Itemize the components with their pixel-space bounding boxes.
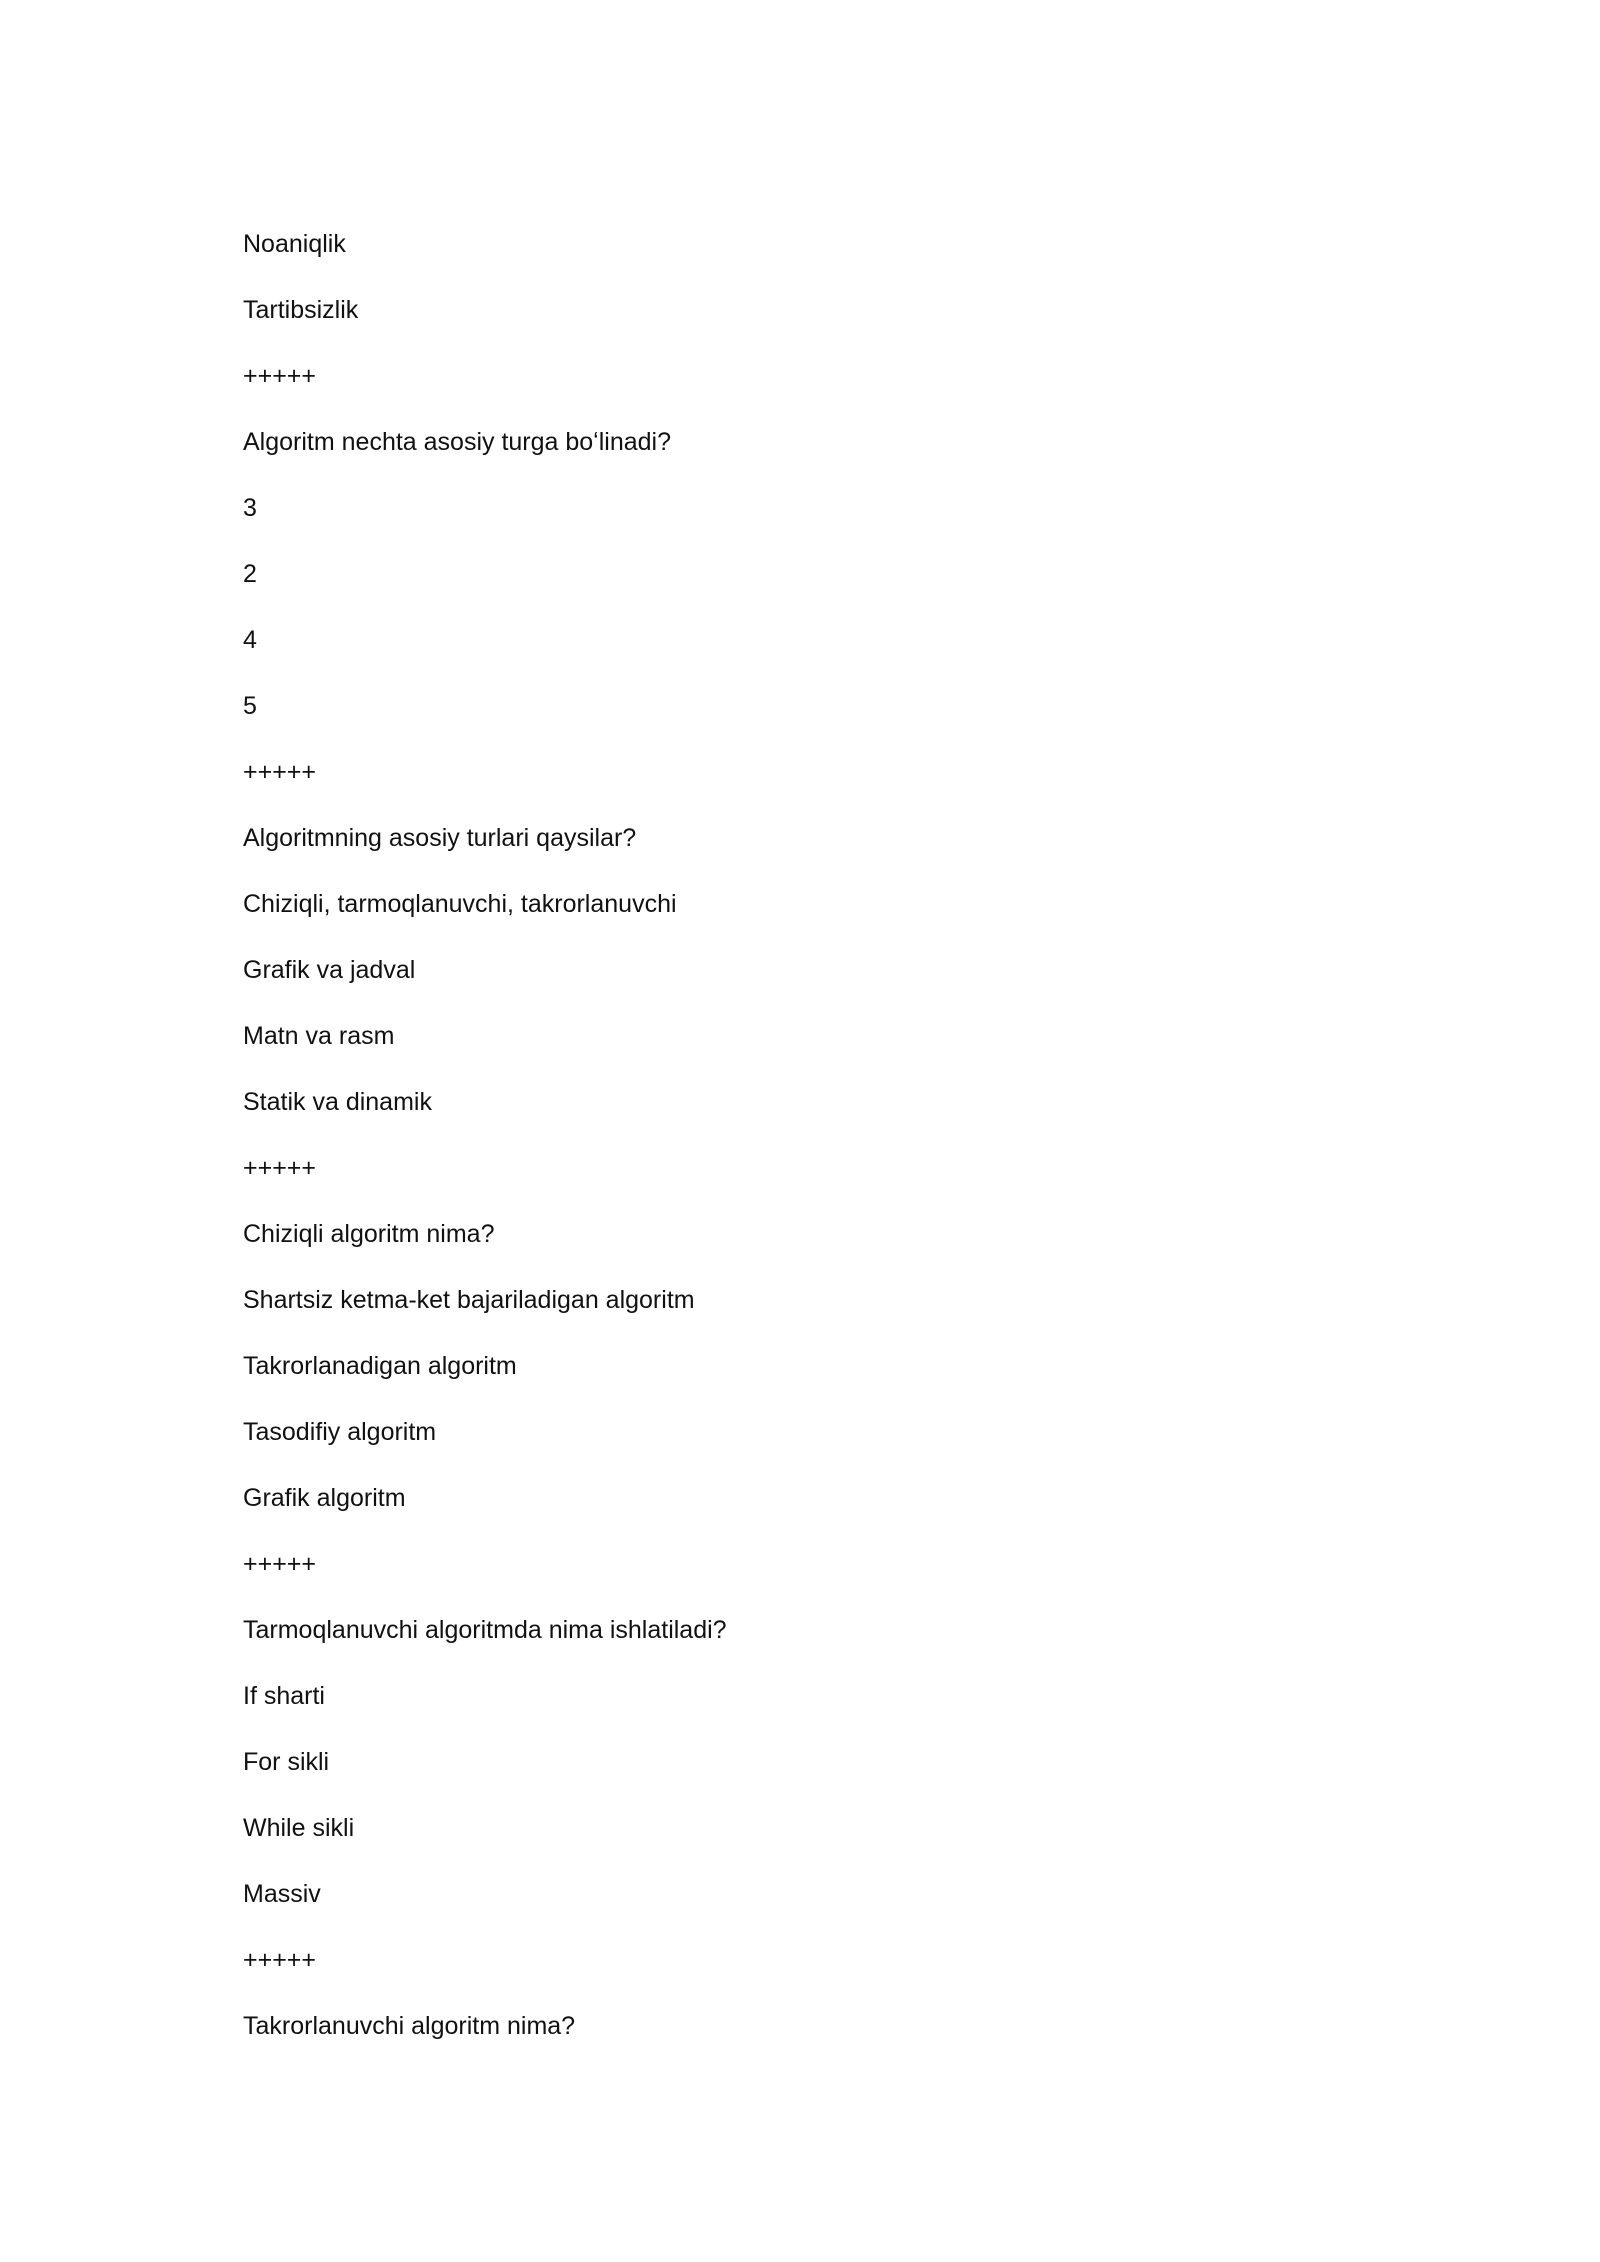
answer-option: Takrorlanadigan algoritm (243, 1352, 517, 1380)
question: Algoritmning asosiy turlari qaysilar? (243, 824, 637, 852)
question: Chiziqli algoritm nima? (243, 1220, 495, 1248)
answer-option: While sikli (243, 1814, 355, 1842)
question: Tarmoqlanuvchi algoritmda nima ishlatiladi? (243, 1616, 727, 1644)
answer-option: Shartsiz ketma-ket bajariladigan algoritm (243, 1286, 695, 1314)
answer-option: Tasodifiy algoritm (243, 1418, 437, 1446)
separator: +++++ (243, 362, 316, 390)
answer-option: Massiv (243, 1880, 321, 1908)
answer-option: Statik va dinamik (243, 1088, 432, 1116)
document-body (243, 226, 1357, 2074)
answer-option: Tartibsizlik (243, 296, 359, 324)
answer-option: 4 (243, 626, 257, 654)
question: Algoritm nechta asosiy turga boʻlinadi? (243, 428, 672, 456)
answer-option: Matn va rasm (243, 1022, 395, 1050)
separator: +++++ (243, 758, 316, 786)
answer-option: Grafik va jadval (243, 956, 416, 984)
answer-option: If sharti (243, 1682, 325, 1710)
answer-option: 2 (243, 560, 257, 588)
separator: +++++ (243, 1946, 316, 1974)
separator: +++++ (243, 1550, 316, 1578)
answer-option: For sikli (243, 1748, 330, 1776)
answer-option: Grafik algoritm (243, 1484, 406, 1512)
answer-option: 5 (243, 692, 257, 720)
question: Takrorlanuvchi algoritm nima? (243, 2012, 576, 2040)
answer-option: Chiziqli, tarmoqlanuvchi, takrorlanuvchi (243, 890, 677, 918)
separator: +++++ (243, 1154, 316, 1182)
answer-option: 3 (243, 494, 257, 522)
answer-option: Noaniqlik (243, 230, 346, 258)
